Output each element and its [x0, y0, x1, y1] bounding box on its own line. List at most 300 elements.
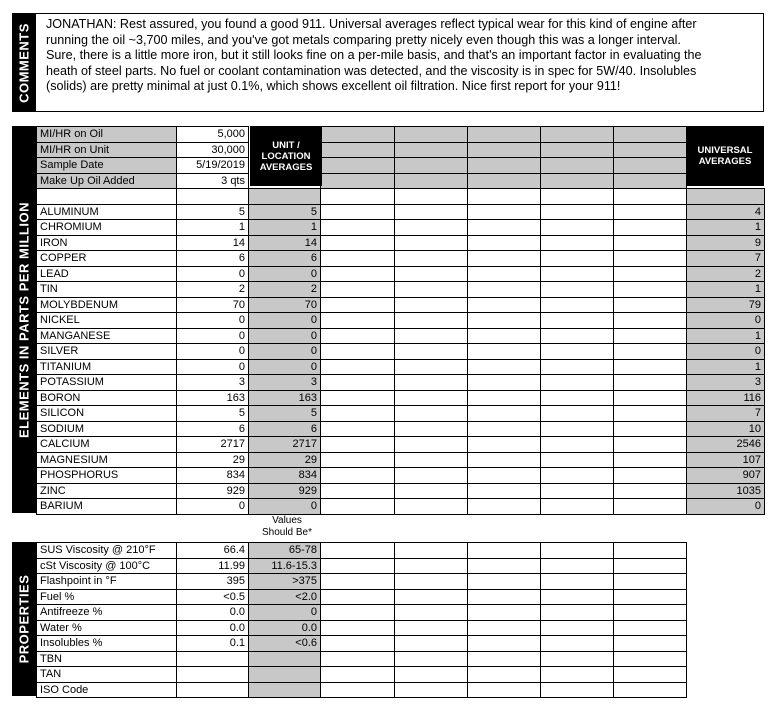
sample-column-cell — [541, 452, 614, 468]
element-unit-average: 0 — [249, 266, 321, 282]
sample-column-cell — [468, 483, 541, 499]
info-row — [37, 173, 765, 189]
element-row — [37, 266, 765, 282]
sample-column-cell — [541, 313, 614, 329]
sample-column-cell — [468, 437, 541, 453]
sample-column-cell — [468, 142, 541, 158]
sample-column-cell — [321, 173, 395, 189]
sample-column-cell — [395, 235, 468, 251]
sample-column-cell — [468, 235, 541, 251]
unit-averages-header: UNIT / LOCATION AVERAGES — [250, 126, 322, 186]
info-value: 30,000 — [177, 142, 249, 158]
element-name: ALUMINUM — [37, 204, 177, 220]
sample-column-cell — [614, 682, 687, 698]
property-spec: 65-78 — [249, 543, 321, 559]
property-spec: 0 — [249, 605, 321, 621]
sample-column-cell — [614, 390, 687, 406]
element-unit-average: 834 — [249, 468, 321, 484]
element-unit-average: 0 — [249, 313, 321, 329]
sample-column-cell — [395, 328, 468, 344]
universal-averages-header: UNIVERSAL AVERAGES — [686, 126, 764, 186]
sample-column-cell — [541, 251, 614, 267]
sample-column-cell — [541, 499, 614, 515]
element-universal-average: 1 — [687, 328, 765, 344]
property-row — [37, 667, 687, 683]
sample-column-cell — [541, 589, 614, 605]
element-unit-average: 929 — [249, 483, 321, 499]
sample-column-cell — [468, 158, 541, 174]
sample-column-cell — [321, 499, 395, 515]
sample-column-cell — [468, 328, 541, 344]
comments-box — [36, 13, 764, 112]
sample-column-cell — [541, 682, 614, 698]
sample-column-cell — [468, 390, 541, 406]
sample-column-cell — [468, 266, 541, 282]
element-name: BARIUM — [37, 499, 177, 515]
sample-column-cell — [395, 344, 468, 360]
sample-column-cell — [395, 266, 468, 282]
property-value — [177, 651, 249, 667]
sample-column-cell — [395, 127, 468, 143]
sample-column-cell — [321, 251, 395, 267]
sample-column-cell — [614, 667, 687, 683]
element-unit-average: 163 — [249, 390, 321, 406]
sample-column-cell — [321, 558, 395, 574]
spacer-cell — [177, 189, 249, 205]
property-name: TAN — [37, 667, 177, 683]
sample-column-cell — [395, 620, 468, 636]
element-value: 70 — [177, 297, 249, 313]
element-value: 0 — [177, 359, 249, 375]
sample-column-cell — [614, 251, 687, 267]
info-value: 5/19/2019 — [177, 158, 249, 174]
property-value: 0.1 — [177, 636, 249, 652]
sample-column-cell — [321, 468, 395, 484]
sample-column-cell — [614, 313, 687, 329]
sample-column-cell — [614, 558, 687, 574]
element-row — [37, 483, 765, 499]
sample-column-cell — [468, 204, 541, 220]
sample-column-cell — [541, 158, 614, 174]
property-row — [37, 620, 687, 636]
sample-column-cell — [541, 605, 614, 621]
sample-column-cell — [321, 220, 395, 236]
sample-column-cell — [321, 328, 395, 344]
sample-column-cell — [468, 468, 541, 484]
sample-column-cell — [614, 437, 687, 453]
sample-column-cell — [321, 390, 395, 406]
element-unit-average: 29 — [249, 452, 321, 468]
element-value: 0 — [177, 344, 249, 360]
element-unit-average: 0 — [249, 344, 321, 360]
element-unit-average: 5 — [249, 204, 321, 220]
info-label: Sample Date — [37, 158, 177, 174]
sample-column-cell — [468, 667, 541, 683]
property-spec: <0.6 — [249, 636, 321, 652]
sample-column-cell — [468, 297, 541, 313]
element-name: SODIUM — [37, 421, 177, 437]
sample-column-cell — [321, 282, 395, 298]
element-name: MANGANESE — [37, 328, 177, 344]
sample-column-cell — [321, 266, 395, 282]
sample-column-cell — [468, 375, 541, 391]
sample-column-cell — [321, 359, 395, 375]
sample-column-cell — [541, 574, 614, 590]
sample-column-cell — [395, 636, 468, 652]
sample-column-cell — [614, 328, 687, 344]
sample-column-cell — [614, 375, 687, 391]
sample-column-cell — [614, 282, 687, 298]
property-value: 11.99 — [177, 558, 249, 574]
element-universal-average: 2546 — [687, 437, 765, 453]
element-universal-average: 0 — [687, 344, 765, 360]
sample-column-cell — [614, 589, 687, 605]
sample-column-cell — [321, 344, 395, 360]
sample-column-cell — [614, 421, 687, 437]
sample-column-cell — [541, 142, 614, 158]
element-name: ZINC — [37, 483, 177, 499]
sample-column-cell — [395, 158, 468, 174]
element-row — [37, 235, 765, 251]
property-spec — [249, 651, 321, 667]
sample-column-cell — [395, 390, 468, 406]
sample-column-cell — [395, 359, 468, 375]
element-unit-average: 6 — [249, 251, 321, 267]
sample-column-cell — [321, 651, 395, 667]
sample-column-cell — [541, 235, 614, 251]
sample-column-cell — [321, 158, 395, 174]
element-row — [37, 313, 765, 329]
sample-column-cell — [541, 620, 614, 636]
element-value: 5 — [177, 204, 249, 220]
element-value: 5 — [177, 406, 249, 422]
sample-column-cell — [468, 282, 541, 298]
elements-sidebar — [12, 126, 36, 513]
element-name: CHROMIUM — [37, 220, 177, 236]
element-unit-average: 1 — [249, 220, 321, 236]
sample-column-cell — [468, 499, 541, 515]
sample-column-cell — [614, 620, 687, 636]
property-row — [37, 543, 687, 559]
element-universal-average: 7 — [687, 406, 765, 422]
sample-column-cell — [395, 543, 468, 559]
element-row — [37, 406, 765, 422]
sample-column-cell — [541, 220, 614, 236]
sample-column-cell — [321, 452, 395, 468]
element-value: 834 — [177, 468, 249, 484]
sample-column-cell — [395, 605, 468, 621]
sample-column-cell — [395, 468, 468, 484]
sample-column-cell — [395, 313, 468, 329]
element-universal-average: 0 — [687, 313, 765, 329]
sample-column-cell — [468, 173, 541, 189]
info-label: MI/HR on Unit — [37, 142, 177, 158]
sample-column-cell — [395, 437, 468, 453]
sample-column-cell — [541, 282, 614, 298]
sample-column-cell — [541, 375, 614, 391]
element-unit-average: 0 — [249, 328, 321, 344]
property-name: cSt Viscosity @ 100°C — [37, 558, 177, 574]
element-universal-average: 1 — [687, 220, 765, 236]
sample-column-cell — [321, 620, 395, 636]
sample-column-cell — [614, 158, 687, 174]
property-row — [37, 605, 687, 621]
element-name: TITANIUM — [37, 359, 177, 375]
sample-column-cell — [395, 452, 468, 468]
element-value: 3 — [177, 375, 249, 391]
sample-column-cell — [395, 173, 468, 189]
sample-column-cell — [541, 266, 614, 282]
property-spec: 0.0 — [249, 620, 321, 636]
sample-column-cell — [541, 421, 614, 437]
sample-column-cell — [614, 235, 687, 251]
sample-column-cell — [541, 468, 614, 484]
sample-column-cell — [395, 375, 468, 391]
sample-column-cell — [321, 406, 395, 422]
element-name: MOLYBDENUM — [37, 297, 177, 313]
sample-column-cell — [321, 313, 395, 329]
comments-text: JONATHAN: Rest assured, you found a good 911. Universal averages reflect typical wear for this kind of engine after running the oil ~3,700 miles, and you've got metals comparing pretty nicely even though this was a longer interval. Sure, there is a little more iron, but it still looks fine on a per-mile basis, and that's an important factor in evaluating the heath of steel parts. No fuel or coolant contamination was detected, and the viscosity is in spec for 5W/40. Insolubles (solids) are pretty minimal at just 0.1%, which shows excellent oil filtration. Nice first report for your 911! — [46, 17, 702, 93]
property-name: Water % — [37, 620, 177, 636]
sample-column-cell — [468, 313, 541, 329]
sample-column-cell — [614, 220, 687, 236]
sample-column-cell — [468, 127, 541, 143]
properties-table — [36, 542, 687, 698]
property-name: Antifreeze % — [37, 605, 177, 621]
sample-column-cell — [541, 328, 614, 344]
element-row — [37, 344, 765, 360]
element-name: CALCIUM — [37, 437, 177, 453]
sample-column-cell — [468, 589, 541, 605]
sample-column-cell — [614, 468, 687, 484]
property-value: 0.0 — [177, 620, 249, 636]
property-name: TBN — [37, 651, 177, 667]
elements-table — [36, 126, 765, 515]
element-row — [37, 499, 765, 515]
element-row — [37, 437, 765, 453]
sample-column-cell — [614, 142, 687, 158]
element-value: 0 — [177, 313, 249, 329]
property-name: SUS Viscosity @ 210°F — [37, 543, 177, 559]
sample-column-cell — [468, 359, 541, 375]
properties-label: PROPERTIES — [16, 574, 32, 664]
sample-column-cell — [541, 636, 614, 652]
element-name: NICKEL — [37, 313, 177, 329]
sample-column-cell — [541, 651, 614, 667]
element-universal-average: 0 — [687, 499, 765, 515]
property-value: 395 — [177, 574, 249, 590]
element-row — [37, 204, 765, 220]
sample-column-cell — [321, 543, 395, 559]
spacer-cell — [395, 189, 468, 205]
element-value: 0 — [177, 499, 249, 515]
sample-column-cell — [395, 682, 468, 698]
sample-column-cell — [321, 297, 395, 313]
sample-column-cell — [321, 375, 395, 391]
element-universal-average: 107 — [687, 452, 765, 468]
sample-column-cell — [395, 483, 468, 499]
sample-column-cell — [614, 173, 687, 189]
element-value: 6 — [177, 251, 249, 267]
property-value: 66.4 — [177, 543, 249, 559]
spacer-row — [37, 189, 765, 205]
element-name: IRON — [37, 235, 177, 251]
sample-column-cell — [395, 667, 468, 683]
sample-column-cell — [541, 667, 614, 683]
sample-column-cell — [321, 574, 395, 590]
info-value: 3 qts — [177, 173, 249, 189]
element-value: 0 — [177, 266, 249, 282]
element-row — [37, 421, 765, 437]
sample-column-cell — [321, 142, 395, 158]
property-row — [37, 589, 687, 605]
sample-column-cell — [614, 266, 687, 282]
sample-column-cell — [395, 142, 468, 158]
property-row — [37, 636, 687, 652]
sample-column-cell — [541, 204, 614, 220]
sample-column-cell — [614, 452, 687, 468]
sample-column-cell — [321, 483, 395, 499]
sample-column-cell — [321, 127, 395, 143]
element-value: 2717 — [177, 437, 249, 453]
property-spec: 11.6-15.3 — [249, 558, 321, 574]
sample-column-cell — [614, 127, 687, 143]
element-unit-average: 3 — [249, 375, 321, 391]
element-unit-average: 6 — [249, 421, 321, 437]
sample-column-cell — [468, 344, 541, 360]
sample-column-cell — [614, 483, 687, 499]
info-row — [37, 142, 765, 158]
property-spec — [249, 682, 321, 698]
elements-label: ELEMENTS IN PARTS PER MILLION — [16, 201, 32, 438]
sample-column-cell — [395, 204, 468, 220]
sample-column-cell — [541, 390, 614, 406]
info-value: 5,000 — [177, 127, 249, 143]
element-row — [37, 375, 765, 391]
sample-column-cell — [395, 651, 468, 667]
sample-column-cell — [541, 483, 614, 499]
info-row — [37, 158, 765, 174]
sample-column-cell — [614, 344, 687, 360]
element-value: 1 — [177, 220, 249, 236]
sample-column-cell — [321, 204, 395, 220]
element-value: 163 — [177, 390, 249, 406]
spacer-cell — [687, 189, 765, 205]
sample-column-cell — [468, 636, 541, 652]
info-label: Make Up Oil Added — [37, 173, 177, 189]
spacer-cell — [541, 189, 614, 205]
sample-column-cell — [395, 589, 468, 605]
sample-column-cell — [321, 682, 395, 698]
sample-column-cell — [468, 682, 541, 698]
element-row — [37, 452, 765, 468]
property-value — [177, 682, 249, 698]
sample-column-cell — [468, 421, 541, 437]
property-value: <0.5 — [177, 589, 249, 605]
property-spec: >375 — [249, 574, 321, 590]
sample-column-cell — [395, 499, 468, 515]
sample-column-cell — [468, 251, 541, 267]
sample-column-cell — [541, 297, 614, 313]
element-name: COPPER — [37, 251, 177, 267]
element-unit-average: 2 — [249, 282, 321, 298]
element-universal-average: 10 — [687, 421, 765, 437]
sample-column-cell — [468, 620, 541, 636]
element-name: LEAD — [37, 266, 177, 282]
sample-column-cell — [614, 651, 687, 667]
element-row — [37, 297, 765, 313]
element-value: 29 — [177, 452, 249, 468]
properties-sidebar — [12, 542, 36, 696]
element-row — [37, 251, 765, 267]
sample-column-cell — [395, 297, 468, 313]
comments-sidebar — [12, 13, 36, 112]
element-universal-average: 116 — [687, 390, 765, 406]
sample-column-cell — [614, 204, 687, 220]
sample-column-cell — [541, 344, 614, 360]
sample-column-cell — [541, 359, 614, 375]
element-value: 929 — [177, 483, 249, 499]
element-universal-average: 4 — [687, 204, 765, 220]
sample-column-cell — [321, 667, 395, 683]
spacer-cell — [468, 189, 541, 205]
element-name: MAGNESIUM — [37, 452, 177, 468]
property-name: Insolubles % — [37, 636, 177, 652]
element-unit-average: 0 — [249, 499, 321, 515]
element-row — [37, 390, 765, 406]
element-universal-average: 79 — [687, 297, 765, 313]
sample-column-cell — [395, 574, 468, 590]
element-universal-average: 1 — [687, 282, 765, 298]
element-unit-average: 0 — [249, 359, 321, 375]
property-name: ISO Code — [37, 682, 177, 698]
sample-column-cell — [614, 636, 687, 652]
element-name: TIN — [37, 282, 177, 298]
element-value: 0 — [177, 328, 249, 344]
sample-column-cell — [395, 220, 468, 236]
element-row — [37, 359, 765, 375]
sample-column-cell — [614, 297, 687, 313]
property-name: Fuel % — [37, 589, 177, 605]
element-value: 2 — [177, 282, 249, 298]
sample-column-cell — [468, 543, 541, 559]
spacer-cell — [614, 189, 687, 205]
sample-column-cell — [468, 574, 541, 590]
sample-column-cell — [395, 282, 468, 298]
property-row — [37, 574, 687, 590]
element-unit-average: 5 — [249, 406, 321, 422]
element-row — [37, 328, 765, 344]
spacer-cell — [249, 189, 321, 205]
element-value: 14 — [177, 235, 249, 251]
property-value: 0.0 — [177, 605, 249, 621]
element-name: POTASSIUM — [37, 375, 177, 391]
sample-column-cell — [321, 636, 395, 652]
property-row — [37, 558, 687, 574]
sample-column-cell — [468, 605, 541, 621]
element-unit-average: 2717 — [249, 437, 321, 453]
spacer-cell — [37, 189, 177, 205]
comments-label: COMMENTS — [16, 22, 32, 103]
element-row — [37, 468, 765, 484]
property-spec: <2.0 — [249, 589, 321, 605]
element-name: PHOSPHORUS — [37, 468, 177, 484]
sample-column-cell — [321, 421, 395, 437]
element-universal-average: 907 — [687, 468, 765, 484]
sample-column-cell — [395, 421, 468, 437]
property-row — [37, 682, 687, 698]
sample-column-cell — [614, 406, 687, 422]
